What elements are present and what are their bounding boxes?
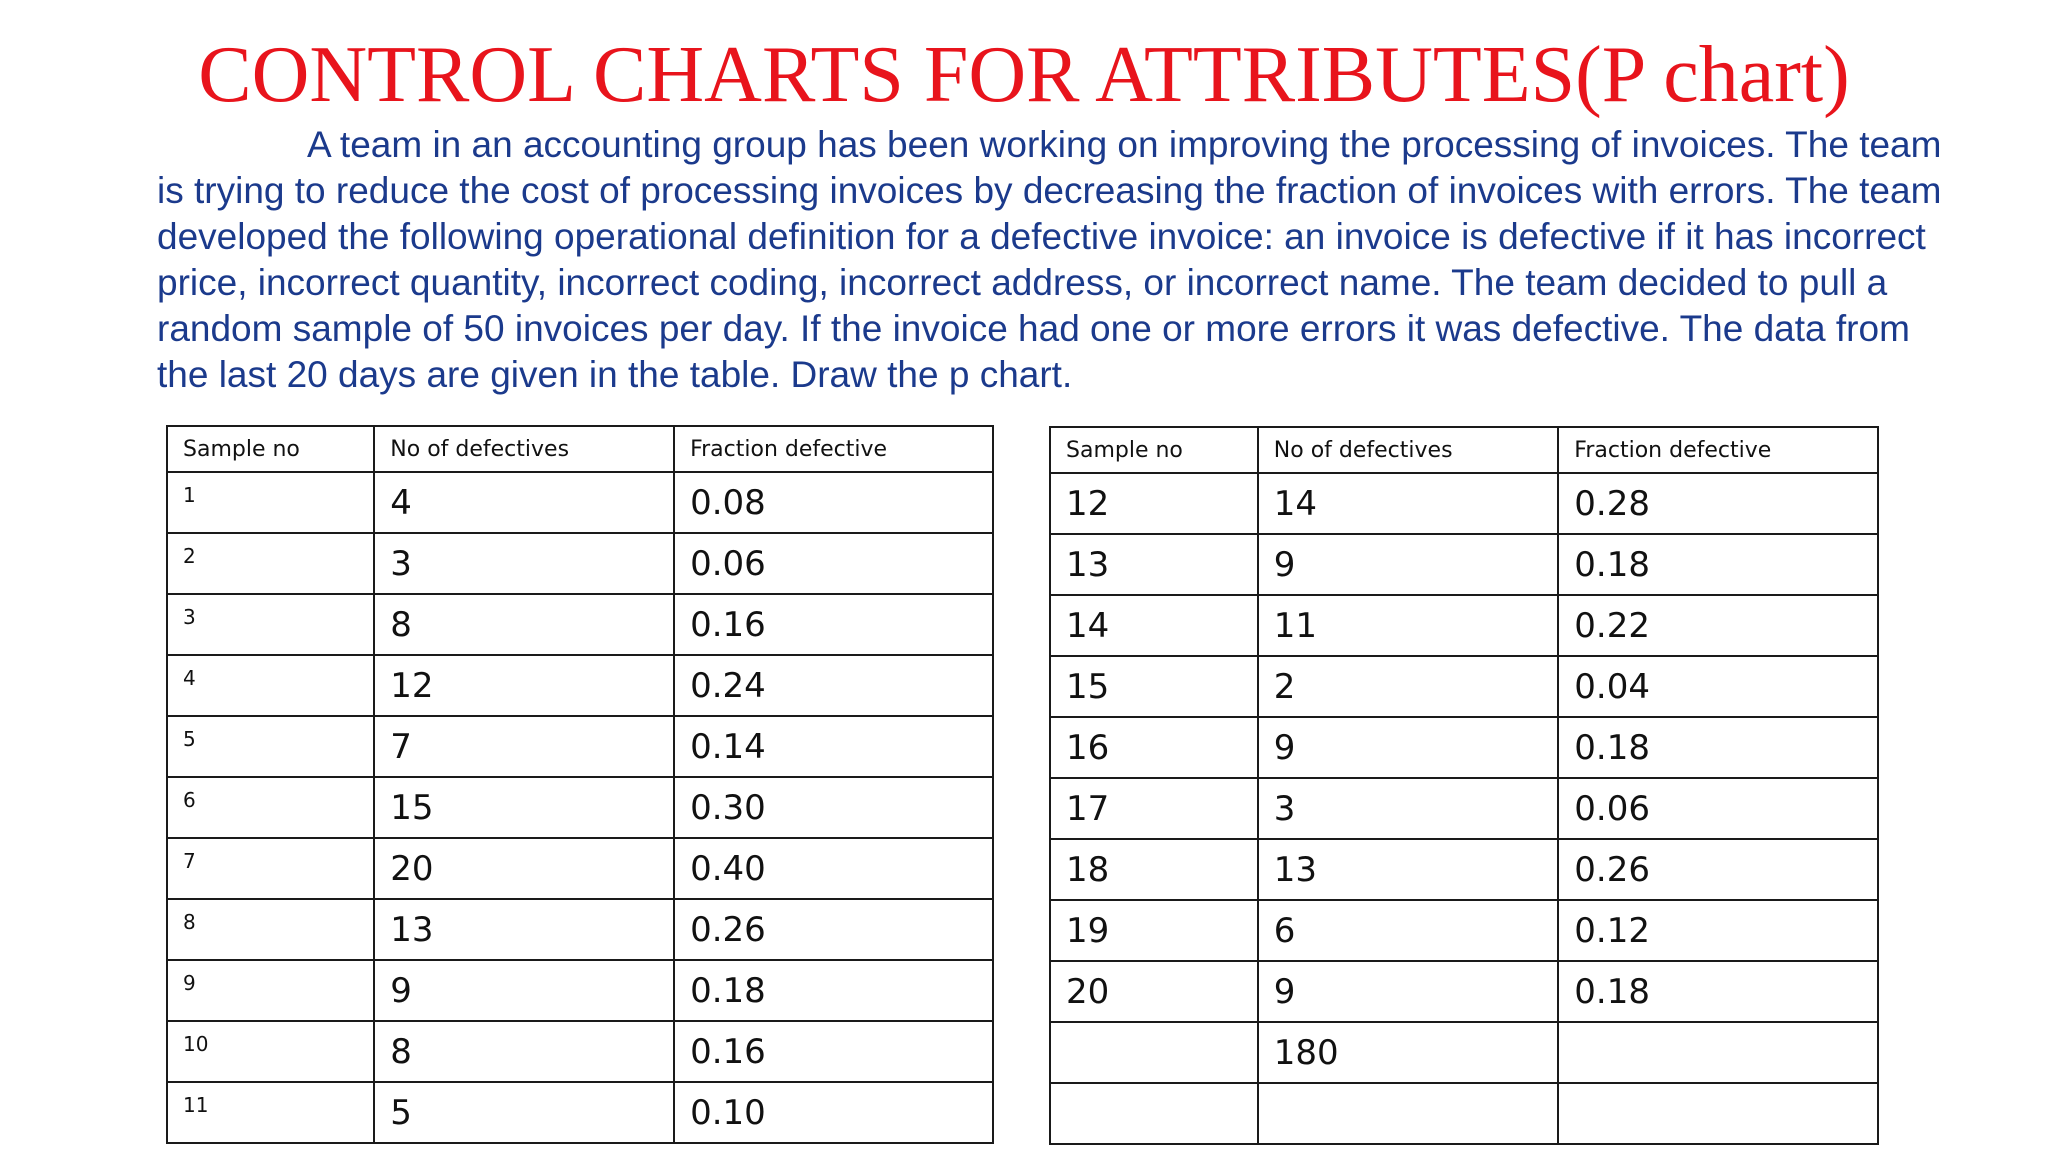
header-sample-no: Sample no bbox=[1050, 427, 1258, 473]
cell-fraction-defective bbox=[1558, 1083, 1878, 1144]
cell-sample-no: 6 bbox=[167, 777, 374, 838]
cell-no-of-defectives: 4 bbox=[374, 472, 674, 533]
cell-sample-no bbox=[1050, 1022, 1258, 1083]
table-row bbox=[167, 899, 993, 960]
cell-no-of-defectives: 9 bbox=[1258, 534, 1559, 595]
table-row bbox=[167, 716, 993, 777]
table-row bbox=[1050, 656, 1878, 717]
problem-statement bbox=[157, 122, 1957, 398]
cell-sample-no: 1 bbox=[167, 472, 374, 533]
table-row bbox=[1050, 1022, 1878, 1083]
cell-sample-no: 15 bbox=[1050, 656, 1258, 717]
left-table-body bbox=[167, 472, 993, 1143]
problem-statement-text: A team in an accounting group has been working on improving the processing of invoices. The team is trying to reduce the cost of processing invoices by decreasing the fraction of invoices with errors. The team developed the following operational definition for a defective invoice: an invoice is defective if it has incorrect price, incorrect quantity, incorrect coding, incorrect address, or incorrect name. The team decided to pull a random sample of 50 invoices per day. If the invoice had one or more errors it was defective. The data from the last 20 days are given in the table. Draw the p chart. bbox=[157, 124, 1942, 395]
cell-no-of-defectives: 13 bbox=[374, 899, 674, 960]
cell-sample-no: 18 bbox=[1050, 839, 1258, 900]
cell-sample-no: 13 bbox=[1050, 534, 1258, 595]
cell-no-of-defectives: 20 bbox=[374, 838, 674, 899]
defectives-table-right bbox=[1049, 426, 1879, 1145]
cell-fraction-defective: 0.18 bbox=[1558, 961, 1878, 1022]
table-header-row bbox=[1050, 427, 1878, 473]
cell-fraction-defective: 0.18 bbox=[1558, 534, 1878, 595]
table-row bbox=[167, 777, 993, 838]
cell-no-of-defectives: 9 bbox=[1258, 717, 1559, 778]
cell-sample-no: 14 bbox=[1050, 595, 1258, 656]
cell-fraction-defective: 0.14 bbox=[674, 716, 993, 777]
cell-sample-no: 4 bbox=[167, 655, 374, 716]
table-row bbox=[1050, 534, 1878, 595]
cell-sample-no: 17 bbox=[1050, 778, 1258, 839]
cell-fraction-defective: 0.30 bbox=[674, 777, 993, 838]
defectives-table-left bbox=[166, 425, 994, 1144]
cell-fraction-defective: 0.18 bbox=[1558, 717, 1878, 778]
cell-sample-no: 19 bbox=[1050, 900, 1258, 961]
header-fraction-defective: Fraction defective bbox=[1558, 427, 1878, 473]
table-row bbox=[1050, 839, 1878, 900]
table-row bbox=[167, 1082, 993, 1143]
cell-sample-no bbox=[1050, 1083, 1258, 1144]
cell-fraction-defective: 0.40 bbox=[674, 838, 993, 899]
cell-no-of-defectives: 8 bbox=[374, 1021, 674, 1082]
cell-fraction-defective: 0.08 bbox=[674, 472, 993, 533]
cell-sample-no: 9 bbox=[167, 960, 374, 1021]
cell-fraction-defective: 0.12 bbox=[1558, 900, 1878, 961]
header-no-of-defectives: No of defectives bbox=[374, 426, 674, 472]
cell-no-of-defectives: 7 bbox=[374, 716, 674, 777]
cell-sample-no: 11 bbox=[167, 1082, 374, 1143]
header-no-of-defectives: No of defectives bbox=[1258, 427, 1559, 473]
table-row bbox=[167, 655, 993, 716]
cell-sample-no: 10 bbox=[167, 1021, 374, 1082]
cell-fraction-defective: 0.22 bbox=[1558, 595, 1878, 656]
cell-sample-no: 3 bbox=[167, 594, 374, 655]
table-row bbox=[167, 1021, 993, 1082]
table-row bbox=[1050, 1083, 1878, 1144]
cell-sample-no: 5 bbox=[167, 716, 374, 777]
cell-no-of-defectives: 6 bbox=[1258, 900, 1559, 961]
cell-sample-no: 7 bbox=[167, 838, 374, 899]
cell-no-of-defectives: 8 bbox=[374, 594, 674, 655]
cell-no-of-defectives: 15 bbox=[374, 777, 674, 838]
cell-fraction-defective: 0.26 bbox=[674, 899, 993, 960]
table-row bbox=[167, 472, 993, 533]
table-row bbox=[1050, 778, 1878, 839]
cell-fraction-defective: 0.24 bbox=[674, 655, 993, 716]
header-sample-no: Sample no bbox=[167, 426, 374, 472]
table-row bbox=[167, 960, 993, 1021]
table-row bbox=[167, 594, 993, 655]
table-row bbox=[167, 533, 993, 594]
table-row bbox=[167, 838, 993, 899]
table-header-row bbox=[167, 426, 993, 472]
table-row bbox=[1050, 595, 1878, 656]
table-row bbox=[1050, 900, 1878, 961]
cell-fraction-defective: 0.16 bbox=[674, 1021, 993, 1082]
cell-no-of-defectives bbox=[1258, 1083, 1559, 1144]
cell-no-of-defectives: 14 bbox=[1258, 473, 1559, 534]
cell-no-of-defectives: 11 bbox=[1258, 595, 1559, 656]
cell-no-of-defectives: 9 bbox=[374, 960, 674, 1021]
table-row bbox=[1050, 717, 1878, 778]
cell-no-of-defectives: 13 bbox=[1258, 839, 1559, 900]
right-table-body bbox=[1050, 473, 1878, 1144]
cell-fraction-defective: 0.10 bbox=[674, 1082, 993, 1143]
cell-fraction-defective: 0.28 bbox=[1558, 473, 1878, 534]
cell-no-of-defectives: 3 bbox=[374, 533, 674, 594]
cell-sample-no: 20 bbox=[1050, 961, 1258, 1022]
cell-no-of-defectives: 9 bbox=[1258, 961, 1559, 1022]
cell-fraction-defective bbox=[1558, 1022, 1878, 1083]
cell-no-of-defectives: 5 bbox=[374, 1082, 674, 1143]
table-row bbox=[1050, 961, 1878, 1022]
cell-sample-no: 12 bbox=[1050, 473, 1258, 534]
header-fraction-defective: Fraction defective bbox=[674, 426, 993, 472]
cell-no-of-defectives: 2 bbox=[1258, 656, 1559, 717]
cell-sample-no: 2 bbox=[167, 533, 374, 594]
cell-no-of-defectives: 12 bbox=[374, 655, 674, 716]
cell-fraction-defective: 0.06 bbox=[674, 533, 993, 594]
cell-fraction-defective: 0.18 bbox=[674, 960, 993, 1021]
cell-fraction-defective: 0.04 bbox=[1558, 656, 1878, 717]
page-title: CONTROL CHARTS FOR ATTRIBUTES(P chart) bbox=[198, 31, 1850, 119]
cell-fraction-defective: 0.26 bbox=[1558, 839, 1878, 900]
cell-no-of-defectives: 3 bbox=[1258, 778, 1559, 839]
cell-no-of-defectives: 180 bbox=[1258, 1022, 1559, 1083]
cell-sample-no: 8 bbox=[167, 899, 374, 960]
cell-fraction-defective: 0.16 bbox=[674, 594, 993, 655]
table-row bbox=[1050, 473, 1878, 534]
cell-fraction-defective: 0.06 bbox=[1558, 778, 1878, 839]
cell-sample-no: 16 bbox=[1050, 717, 1258, 778]
